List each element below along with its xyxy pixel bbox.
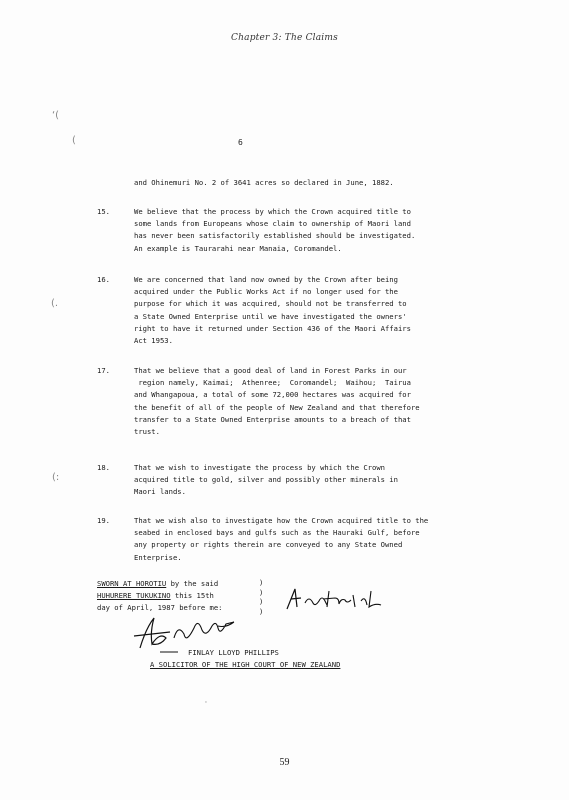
paragraph-line: region namely, Kaimai; Athenree; Coromandel; Waihou; Tairua bbox=[134, 378, 411, 388]
scan-mark: ( bbox=[72, 135, 76, 146]
intro-line: and Ohinemuri No. 2 of 3641 acres so declared in June, 1882. bbox=[134, 178, 394, 187]
paragraph-line: any property or rights therein are conveyed to any State Owned bbox=[134, 540, 403, 550]
paragraph-line: An example is Taurarahi near Manaia, Coromandel. bbox=[134, 243, 342, 253]
paragraph-line: We believe that the process by which the Crown acquired title to bbox=[134, 207, 411, 216]
paragraph-line: a State Owned Enterprise until we have investigated the owners' bbox=[134, 311, 407, 321]
paragraph-number: 19. bbox=[97, 516, 110, 525]
deponent-signature bbox=[283, 585, 393, 615]
paragraph-line: acquired title to gold, silver and possibly other minerals in bbox=[134, 475, 398, 485]
scan-mark: ‘( bbox=[52, 110, 60, 121]
paragraph-line: and Whangapoua, a total of some 72,000 hectares was acquired for bbox=[134, 390, 411, 400]
paragraph-line: That we believe that a good deal of land in Forest Parks in our bbox=[134, 366, 407, 375]
typed-page-number: 6 bbox=[238, 138, 243, 147]
paragraph-line: right to have it returned under Section 436 of the Maori Affairs bbox=[134, 323, 411, 333]
paragraph-line: some lands from Europeans whose claim to ownership of Maori land bbox=[134, 219, 411, 229]
scan-mark: ' bbox=[205, 700, 207, 708]
footer-page-number: 59 bbox=[279, 757, 290, 768]
sworn-place: SWORN AT HOROTIU bbox=[97, 579, 167, 588]
paragraph-line: Enterprise. bbox=[134, 552, 182, 562]
paragraph-line: That we wish to investigate the process by which the Crown bbox=[134, 463, 385, 472]
sworn-text: by the said bbox=[166, 579, 219, 588]
paragraph-line: We are concerned that land now owned by the Crown after being bbox=[134, 275, 398, 284]
paragraph-line: transfer to a State Owned Enterprise amounts to a breach of that bbox=[134, 414, 411, 424]
paragraph-number: 16. bbox=[97, 275, 110, 284]
solicitor-name: FINLAY LLOYD PHILLIPS bbox=[188, 648, 279, 657]
bracket: ) bbox=[259, 606, 264, 616]
sworn-text: this 15th bbox=[170, 591, 214, 601]
paragraph-line: purpose for which it was acquired, should not be transferred to bbox=[134, 299, 407, 309]
paragraph-number: 15. bbox=[97, 207, 110, 216]
bracket: ) bbox=[259, 578, 264, 587]
bracket: ) bbox=[259, 597, 264, 606]
paragraph-line: has never been satisfactorily established should be investigated. bbox=[134, 231, 416, 241]
paragraph-line: trust. bbox=[134, 427, 160, 437]
solicitor-block bbox=[150, 647, 370, 671]
paragraph-number: 17. bbox=[97, 366, 110, 375]
paragraph-line: the benefit of all of the people of New Zealand and that therefore bbox=[134, 402, 420, 412]
paragraph-line: Maori lands. bbox=[134, 487, 186, 497]
sworn-block bbox=[97, 578, 277, 615]
paragraph-number: 18. bbox=[97, 463, 110, 472]
chapter-header: Chapter 3: The Claims bbox=[231, 33, 338, 43]
scan-mark: (: bbox=[52, 472, 60, 483]
scan-mark: (. bbox=[51, 298, 59, 309]
deponent-name: HUHURERE TUKUKINO bbox=[97, 591, 171, 601]
paragraph-line: Act 1953. bbox=[134, 336, 173, 346]
bracket: ) bbox=[259, 587, 264, 597]
paragraph-line: seabed in enclosed bays and gulfs such as the Hauraki Gulf, before bbox=[134, 528, 420, 538]
solicitor-title: A SOLICITOR OF THE HIGH COURT OF NEW ZEALAND bbox=[150, 660, 341, 670]
sworn-date: day of April, 1987 before me: bbox=[97, 603, 223, 613]
paragraph-line: That we wish also to investigate how the Crown acquired title to the bbox=[134, 516, 429, 525]
bracket-column bbox=[259, 578, 269, 616]
paragraph-line: acquired under the Public Works Act if no longer used for the bbox=[134, 287, 398, 297]
